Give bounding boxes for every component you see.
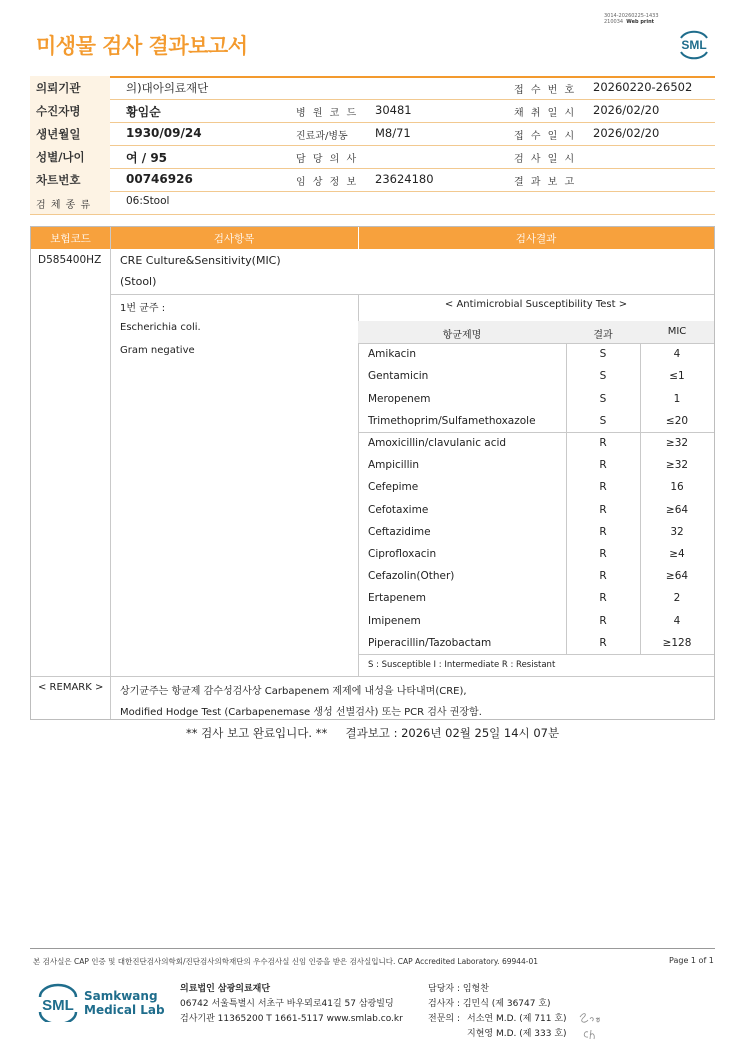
ast-mic: ≤20 [665,414,689,427]
result-table-header [31,227,714,249]
ast-drug-name: Cefotaxime [368,503,429,516]
specimen-value: 06:Stool [126,195,170,207]
ast-mic: 32 [670,525,684,538]
gram-stain: Gram negative [120,345,195,356]
ast-result: R [599,570,607,583]
ast-result: S [599,392,607,405]
specialist-2: 지현영 M.D. (제 333 호) [467,1029,567,1039]
info-row-2 [30,99,715,123]
organism-name: Escherichia coli. [120,322,201,333]
ast-mic: ≥4 [669,548,685,560]
lab-name-line-2: Medical Lab [84,1003,165,1017]
ast-result: R [599,525,607,538]
ast-drug-name: Cefazolin(Other) [368,570,455,583]
ast-row [358,365,714,388]
ast-drug-name: Ertapenem [368,592,426,605]
doctor-label: 담 당 의 사 [296,154,359,165]
patient-value: 황임순 [126,105,161,119]
ast-mic: 1 [673,392,681,405]
col-code-header: 보험코드 [50,233,91,245]
footer-divider [30,948,715,949]
ast-mic: ≤1 [669,370,685,383]
print-stamp-id: 3014-20260225-1433 [604,13,659,19]
ast-col-mic: MIC [667,326,687,337]
receive-date-label: 접 수 일 시 [514,131,577,142]
ast-col-drug: 항균제명 [442,330,482,341]
ast-mic: 16 [670,481,684,494]
signature-image [576,1008,612,1042]
report-title: 미생물 검사 결과보고서 [36,34,248,58]
sex-age-label: 성별/나이 [36,150,85,164]
ast-mic: ≥64 [665,503,689,516]
ast-row [358,410,714,433]
ast-row [358,476,714,499]
tester: 검사자 : 김민식 (제 36747 호) [428,999,551,1009]
patient-label: 수진자명 [36,104,81,118]
info-row-1 [30,76,715,100]
ast-row [358,587,714,610]
test-item-name: CRE Culture&Sensitivity(MIC) [120,254,281,267]
ast-result: R [599,481,607,494]
dept-label: 진료과/병동 [296,131,348,142]
report-completion: ** 검사 보고 완료입니다. ** 결과보고 : 2026년 02월 25일 14시 07분 [185,726,560,740]
ast-row [358,388,714,411]
ast-mic: 4 [673,348,681,360]
ast-result: R [599,614,607,627]
requester-value: 의)대아의료재단 [126,81,209,95]
remark-label: < REMARK > [38,682,104,693]
col-result-header: 검사결과 [515,233,557,245]
requester-label: 의뢰기관 [36,81,81,95]
org-contact: 검사기관 11365200 T 1661-5117 www.smlab.co.kr [180,1014,403,1024]
ast-col-result: 결과 [593,330,613,341]
specimen-label: 검 체 종 류 [36,200,92,211]
ast-row [358,454,714,477]
ast-row [358,343,714,366]
dept-value: M8/71 [375,126,411,140]
ast-result: R [599,592,607,605]
ast-drug-name: Gentamicin [368,370,429,383]
ast-result: R [599,636,607,649]
ast-mic: 4 [673,614,681,627]
birth-value: 1930/09/24 [126,126,202,140]
report-label: 결 과 보 고 [514,177,577,188]
birth-label: 생년월일 [36,127,81,141]
ast-mic: ≥32 [665,459,689,472]
organism-number: 1번 균주 : [120,303,166,314]
ast-result: S [599,370,607,383]
sex-age-value: 여 / 95 [126,151,168,165]
ast-mic: ≥32 [665,437,689,449]
remark-line-2: Modified Hodge Test (Carbapenemase 생성 선별검사) 또는 PCR 검사 권장함. [120,707,482,718]
ast-result: R [599,437,607,449]
info-row-4 [30,145,715,169]
insurance-code: D585400HZ [38,254,102,266]
ast-legend: S : Susceptible I : Intermediate R : Resistant [368,660,556,670]
ast-row [358,565,714,588]
sml-logo-text: SML [681,38,707,52]
ast-result: R [599,503,607,516]
result-table [30,226,715,720]
ast-row [358,632,714,655]
org-address: 06742 서울특별시 서초구 바우뫼로41길 57 삼광빌딩 [180,999,394,1009]
ast-result: S [599,414,607,427]
page-number: Page 1 of 1 [669,956,714,965]
ast-row [358,610,714,633]
staff-in-charge: 담당자 : 임형찬 [428,984,489,994]
clinical-value: 23624180 [375,172,434,186]
ast-drug-name: Ceftazidime [368,525,431,538]
test-date-label: 검 사 일 시 [514,154,577,165]
ast-drug-name: Ciprofloxacin [368,548,437,560]
ast-drug-name: Ampicillin [368,459,420,472]
remark-line-1: 상기균주는 항균제 감수성검사상 Carbapenem 제제에 내성을 나타내며(CRE), [120,686,467,697]
print-stamp [604,13,684,25]
chart-value: 00746926 [126,172,193,186]
receipt-no-value: 20260220-26502 [593,80,693,94]
hospital-code-label: 병 원 코 드 [296,108,359,119]
ast-row [358,543,714,566]
info-row-6 [30,191,715,215]
collect-date-label: 채 취 일 시 [514,108,577,119]
sml-logo-icon [676,26,712,60]
ast-drug-name: Amikacin [368,348,417,360]
ast-mic: ≥128 [662,636,692,649]
ast-drug-name: Trimethoprim/Sulfamethoxazole [368,414,536,427]
lab-name-line-1: Samkwang [84,989,158,1003]
ast-result: R [599,548,607,560]
ast-mic: 2 [673,592,681,605]
specialist-label: 전문의 : [428,1014,460,1024]
ast-result: S [599,348,607,360]
collect-date-value: 2026/02/20 [593,103,660,117]
test-item-specimen: (Stool) [120,275,157,288]
clinical-label: 임 상 정 보 [296,177,359,188]
ast-row [358,432,714,455]
chart-label: 차트번호 [36,173,81,187]
ast-title: < Antimicrobial Susceptibility Test > [444,299,628,310]
hospital-code-value: 30481 [375,103,412,117]
receipt-no-label: 접 수 번 호 [514,85,577,96]
print-stamp-web: Web print [626,19,655,25]
info-row-5 [30,168,715,192]
ast-drug-name: Amoxicillin/clavulanic acid [368,437,507,449]
ast-row [358,499,714,522]
samkwang-logo-text: SML [42,997,74,1014]
receive-date-value: 2026/02/20 [593,126,660,140]
ast-drug-name: Piperacillin/Tazobactam [368,636,492,649]
ast-drug-name: Meropenem [368,392,431,405]
samkwang-logo-icon [36,982,80,1022]
col-item-header: 검사항목 [213,233,255,245]
accreditation-note: 본 검사실은 CAP 인증 및 대한진단검사의학회/진단검사의학재단의 우수검사실 신임 인증을 받은 검사실입니다. CAP Accredited Laboratory. 69944-01 [33,957,539,966]
ast-result: R [599,459,607,472]
org-name: 의료법인 삼광의료재단 [180,984,271,994]
ast-drug-name: Imipenem [368,614,421,627]
print-stamp-code: 210034 [604,19,624,25]
ast-mic: ≥64 [665,570,689,583]
specialist-1: 서소연 M.D. (제 711 호) [467,1014,567,1024]
ast-row [358,521,714,544]
info-row-3 [30,122,715,146]
ast-drug-name: Cefepime [368,481,419,494]
